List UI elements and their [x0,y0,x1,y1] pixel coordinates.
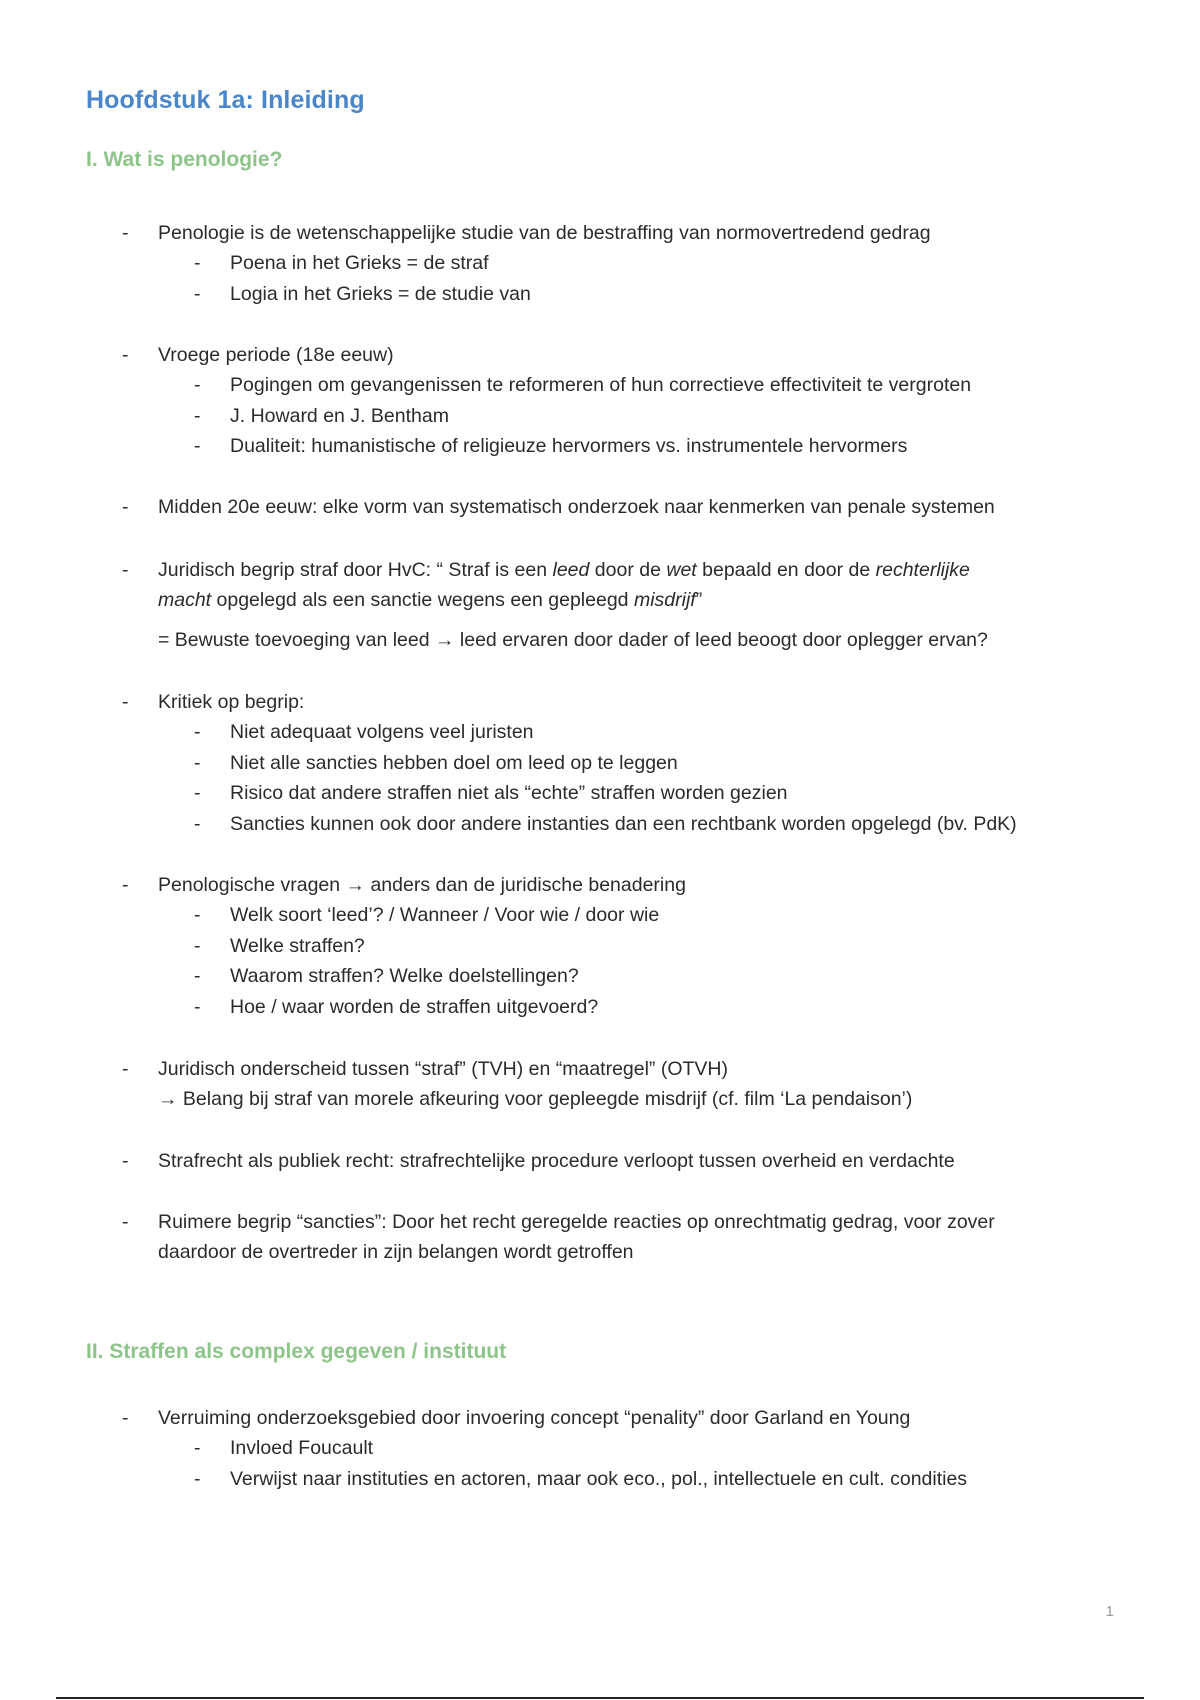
sub-bullet-text: Niet alle sancties hebben doel om leed op te leggen [230,751,678,774]
sub-bullet-dash: - [194,435,201,457]
sub-list-item [158,401,1098,432]
bullet-dash: - [122,691,129,713]
bullet-text: Penologische vragen → anders dan de juridische benadering [158,874,686,896]
text-fragment-italic: wet [666,559,697,581]
sub-bullet-dash: - [194,374,201,396]
bullet-dash: - [122,874,129,896]
bullet-dash: - [122,344,129,366]
sub-bullet-text: Poena in het Grieks = de straf [230,252,489,274]
sub-bullet-text: Sancties kunnen ook door andere instanties dan een rechtbank worden opgelegd (bv. PdK) [230,812,1017,835]
bullet-dash: - [122,1211,129,1233]
sub-bullet-text: Waarom straffen? Welke doelstellingen? [230,965,579,987]
bullet-text: Strafrecht als publiek recht: strafrechtelijke procedure verloopt tussen overheid en verdachte [158,1150,955,1172]
sub-bullet-dash: - [194,1437,201,1459]
bullet-dash: - [122,559,129,581]
sub-list-item [158,248,1098,279]
chapter-title: Hoofdstuk 1a: Inleiding [86,86,365,114]
sub-list-item [158,992,1098,1023]
page-bottom-rule [56,1697,1144,1699]
bullet-dash: - [122,222,129,244]
sub-list-item [158,931,1098,962]
bullet-text: Kritiek op begrip: [158,691,305,713]
sub-list-item [158,778,1098,809]
section-title-1: I. Wat is penologie? [86,148,283,171]
bullet-text: Verruiming onderzoeksgebied door invoering concept “penality” door Garland en Young [158,1407,911,1429]
sub-bullet-text: Welke straffen? [230,934,365,957]
sub-bullet-dash: - [194,812,201,835]
bullet-text: Midden 20e eeuw: elke vorm van systematisch onderzoek naar kenmerken van penale systemen [158,496,995,518]
sub-bullet-dash: - [194,965,201,987]
definition-line-2 [158,585,1098,615]
bullet-dash: - [122,496,129,518]
sub-bullet-dash: - [194,721,201,743]
sub-bullet-text: Niet adequaat volgens veel juristen [230,721,534,743]
sub-list-item [158,717,1098,748]
bullet-text: Ruimere begrip “sancties”: Door het recht geregelde reacties op onrechtmatig gedrag, voor zover [158,1211,995,1233]
sub-bullet-dash: - [194,934,201,957]
bullet-text-continuation: → Belang bij straf van morele afkeuring voor gepleegde misdrijf (cf. film ‘La pendaison’) [158,1088,913,1110]
sub-bullet-text: Welk soort ‘leed’? / Wanneer / Voor wie / door wie [230,904,660,926]
sub-list-item [158,279,1098,310]
sub-bullet-text: Dualiteit: humanistische of religieuze hervormers vs. instrumentele hervormers [230,435,908,457]
sub-list-item [158,1433,1098,1464]
sub-bullet-dash: - [194,1467,201,1490]
definition-note: = Bewuste toevoeging van leed → leed ervaren door dader of leed beoogt door oplegger ervan? [158,629,988,651]
sub-list-item [158,900,1098,931]
sub-bullet-text: Pogingen om gevangenissen te reformeren of hun correctieve effectiviteit te vergroten [230,374,972,396]
text-fragment: ” [695,589,703,611]
bullet-text: Vroege periode (18e eeuw) [158,344,394,366]
sub-bullet-text: Invloed Foucault [230,1437,374,1459]
sub-bullet-text: Risico dat andere straffen niet als “echte” straffen worden gezien [230,782,788,804]
bullet-text-continuation: daardoor de overtreder in zijn belangen wordt getroffen [158,1241,634,1263]
text-fragment-italic: rechterlijke [875,559,970,581]
text-fragment: bepaald en door de [696,559,876,581]
text-fragment-italic: misdrijf [633,589,696,611]
sub-bullet-dash: - [194,404,201,427]
sub-bullet-text: Verwijst naar instituties en actoren, maar ook eco., pol., intellectuele en cult. condities [230,1467,968,1490]
section-title-2: II. Straffen als complex gegeven / instituut [86,1340,507,1363]
sub-list-item [158,431,1098,462]
sub-bullet-dash: - [194,252,201,274]
sub-bullet-dash: - [194,282,201,305]
bullet-dash: - [122,1407,129,1429]
text-fragment-italic: leed [552,559,590,581]
sub-bullet-text: Hoe / waar worden de straffen uitgevoerd? [230,995,599,1018]
bullet-dash: - [122,1150,129,1172]
definition-line-1 [158,555,1098,585]
bullet-text: Juridisch onderscheid tussen “straf” (TVH) en “maatregel” (OTVH) [158,1058,729,1080]
page-number: 1 [1105,1603,1114,1620]
text-fragment: door de [589,559,667,581]
sub-bullet-text: J. Howard en J. Bentham [230,404,449,427]
sub-bullet-dash: - [194,782,201,804]
text-fragment: opgelegd als een sanctie wegens een gepleegd [211,589,634,611]
bullet-text: Penologie is de wetenschappelijke studie van de bestraffing van normovertredend gedrag [158,222,931,244]
sub-bullet-dash: - [194,751,201,774]
sub-bullet-dash: - [194,995,201,1018]
sub-list-item [158,809,1098,840]
text-fragment-italic: macht [158,589,212,611]
text-fragment: Juridisch begrip straf door HvC: “ Straf is een [158,559,553,581]
sub-bullet-dash: - [194,904,201,926]
sub-bullet-text: Logia in het Grieks = de studie van [230,282,531,305]
bullet-dash: - [122,1058,129,1080]
sub-list-item [158,748,1098,779]
sub-list-item [158,1464,1098,1495]
sub-list-item [158,961,1098,992]
sub-list-item [158,370,1098,401]
